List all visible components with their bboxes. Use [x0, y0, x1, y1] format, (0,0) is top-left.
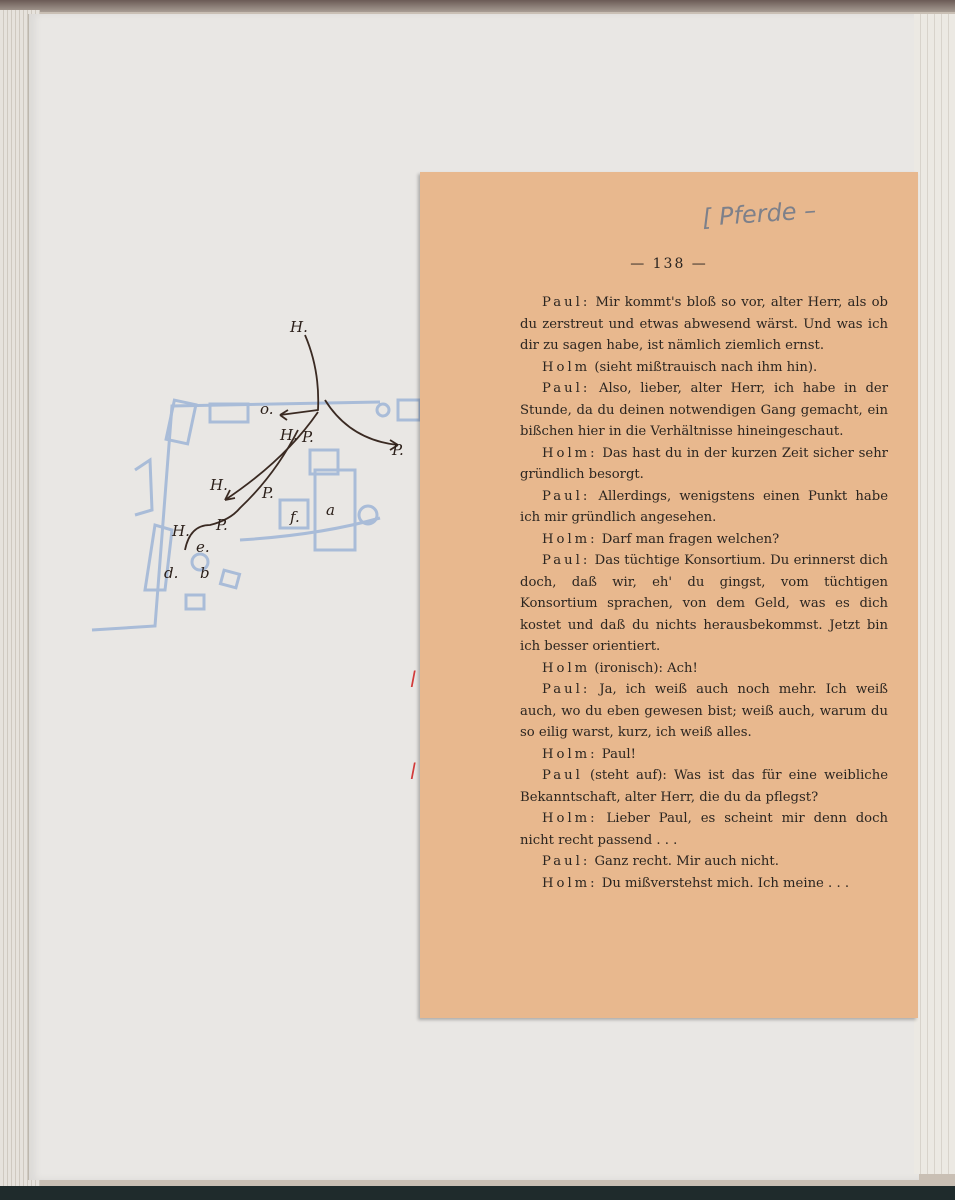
- dialogue-line: [520, 658, 888, 680]
- sketch-label-h: H.: [280, 426, 298, 444]
- line-text: (sieht mißtrauisch nach ihm hin).: [590, 359, 818, 375]
- sketch-label-b: b: [200, 564, 210, 582]
- line-text: Ganz recht. Mir auch nicht.: [590, 854, 779, 869]
- sketch-label-f: f.: [290, 508, 300, 526]
- sketch-label-h: H.: [210, 476, 228, 494]
- speaker-name: Holm:: [542, 445, 598, 461]
- dialogue-line: [520, 851, 888, 873]
- sketch-label-p: P.: [216, 516, 228, 534]
- line-text: Das hast du in der kurzen Zeit sicher sehr gründlich besorgt.: [520, 445, 888, 482]
- sketch-label-o: o.: [260, 400, 274, 418]
- line-text: Allerdings, wenigstens einen Punkt habe ich mir gründlich angesehen.: [520, 488, 888, 525]
- line-text: Das tüchtige Konsortium. Du erinnerst dich doch, daß wir, eh' du gingst, vom tüchtigen Konsortium sprachen, von dem Geld, was es dich kostet und daß du nichts herausbekommst. Jetzt bin ich besser orientiert.: [520, 553, 888, 654]
- book-top-edge: [0, 0, 955, 12]
- dialogue-line: [520, 808, 888, 851]
- dialogue-line: [520, 550, 888, 658]
- speaker-name: Paul:: [542, 854, 591, 869]
- right-page-stack: [914, 14, 955, 1174]
- speaker-name: Paul:: [542, 488, 591, 504]
- sketch-label-h: H.: [290, 318, 308, 336]
- red-pencil-mark: ǀ: [410, 668, 417, 693]
- dialogue-line: [520, 292, 888, 357]
- speaker-name: Holm:: [542, 811, 598, 826]
- pasted-script-page: [420, 172, 918, 1018]
- sketch-label-p: P.: [302, 428, 314, 446]
- line-text: (ironisch): Ach!: [590, 660, 698, 676]
- speaker-name: Holm:: [542, 746, 598, 762]
- line-text: Lieber Paul, es scheint mir denn doch nicht recht passend . . .: [520, 811, 888, 848]
- sketch-label-e: e.: [196, 538, 210, 556]
- sketch-label-h: H.: [172, 522, 190, 540]
- red-pencil-mark: ǀ: [410, 760, 417, 785]
- dialogue-line: [520, 357, 888, 379]
- handwritten-annotation: [ Pferde –: [701, 196, 818, 232]
- speaker-name: Holm:: [542, 531, 598, 547]
- speaker-name: Paul: [542, 768, 583, 783]
- sketch-label-p: P.: [262, 484, 274, 502]
- speaker-name: Holm: [542, 660, 591, 676]
- speaker-name: Paul:: [542, 553, 591, 568]
- speaker-name: Paul:: [542, 682, 591, 697]
- sketch-label-d: d.: [164, 564, 179, 582]
- line-text: Mir kommt's bloß so vor, alter Herr, als ob du zerstreut und etwas abwesend wärst. Und was ich dir zu sagen habe, ist nämlich ziemlich ernst.: [520, 295, 888, 353]
- line-text: (steht auf): Was ist das für eine weibliche Bekanntschaft, alter Herr, die du da pflegst?: [520, 768, 888, 805]
- blocking-sketch: [80, 290, 440, 650]
- stage-plan-blue: [92, 400, 420, 630]
- dialogue-line: [520, 765, 888, 808]
- speaker-name: Holm:: [542, 875, 598, 891]
- line-text: Also, lieber, alter Herr, ich habe in der Stunde, da du deinen notwendigen Gang gemacht, ein bißchen hier in die Verhältnisse hineingeschaut.: [520, 381, 888, 439]
- dialogue-line: [520, 679, 888, 744]
- line-text: Du mißverstehst mich. Ich meine . . .: [597, 875, 850, 891]
- dialogue-line: [520, 486, 888, 529]
- dialogue-line: [520, 443, 888, 486]
- speaker-name: Paul:: [542, 381, 591, 396]
- line-text: Paul!: [597, 746, 636, 762]
- dialogue-text: [520, 292, 888, 894]
- sketch-label-a: a: [326, 501, 335, 519]
- speaker-name: Paul:: [542, 295, 591, 310]
- line-text: Ja, ich weiß auch noch mehr. Ich weiß auch, wo du eben gewesen bist; weiß auch, warum du so eilig warst, kurz, ich weiß alles.: [520, 682, 888, 740]
- dialogue-line: [520, 744, 888, 766]
- line-text: Darf man fragen welchen?: [597, 531, 780, 547]
- dialogue-line: [520, 529, 888, 551]
- page-number: — 138 —: [630, 256, 708, 272]
- dialogue-line: [520, 378, 888, 443]
- sketch-label-p: P.: [392, 441, 404, 459]
- speaker-name: Holm: [542, 359, 591, 375]
- dialogue-line: [520, 873, 888, 895]
